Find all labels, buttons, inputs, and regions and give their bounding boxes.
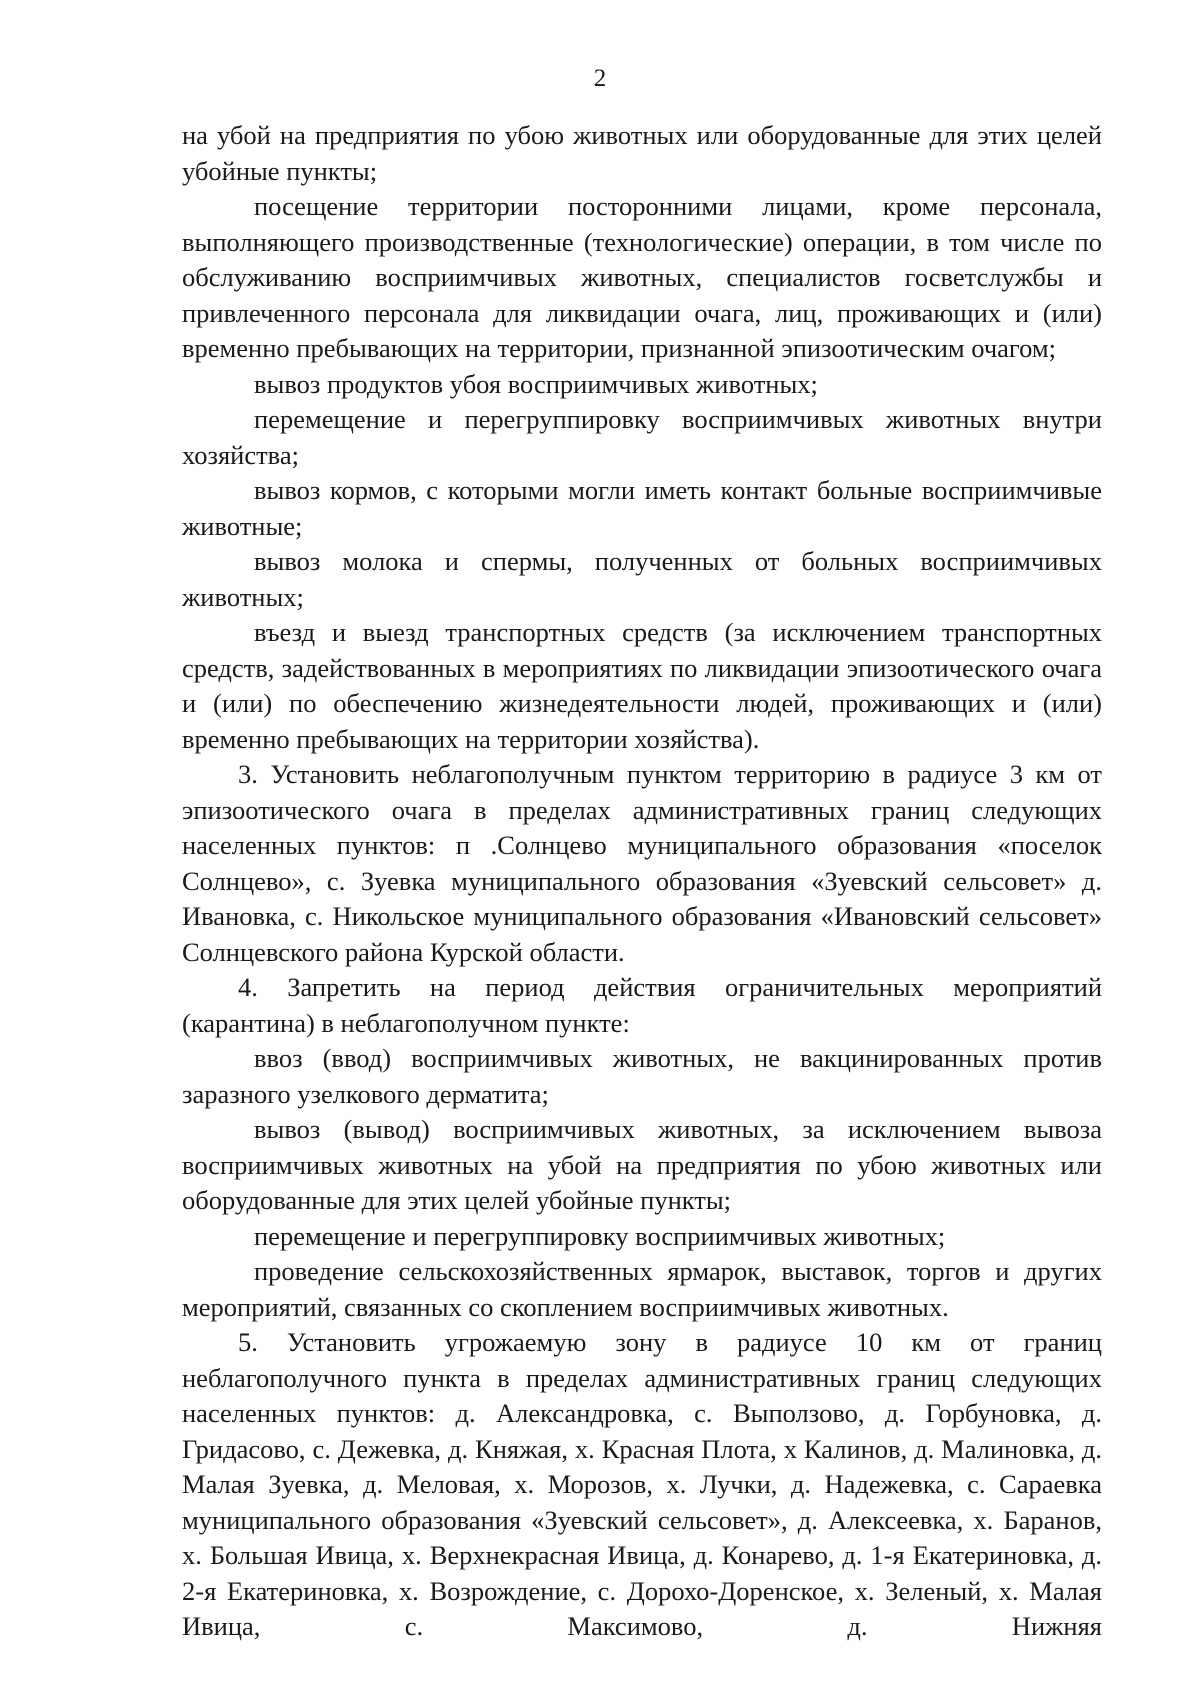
paragraph-item-3: 3. Установить неблагополучным пунктом территорию в радиусе 3 км от эпизоотического очага в пределах административных границ следующих населенных пунктов: п .Солнцево муниципального образования «поселок Солнцево», с. Зуевка муниципального образования «Зуевский сельсовет» д. Ивановка, с. Никольское муниципального образования «Ивановский сельсовет» Солнцевского района Курской области. [182, 759, 1102, 967]
paragraph-export-ban: вывоз (вывод) восприимчивых животных, за исключением вывоза восприимчивых животных на убой на предприятия по убою животных или оборудованные для этих целей убойные пункты; [182, 1114, 1102, 1215]
paragraph-continuation: на убой на предприятия по убою животных или оборудованные для этих целей убойные пункты; [182, 120, 1102, 186]
page-number: 2 [593, 65, 607, 92]
document-body [182, 118, 1102, 1645]
paragraph-feed-export: вывоз кормов, с которыми могли иметь контакт больные восприимчивые животные; [182, 475, 1102, 541]
paragraph-item-4: 4. Запретить на период действия ограничительных мероприятий (карантина) в неблагополучном пункте: [182, 972, 1102, 1038]
paragraph-import-ban: ввоз (ввод) восприимчивых животных, не вакцинированных против заразного узелкового дерматита; [182, 1043, 1102, 1109]
paragraph-regrouping: перемещение и перегруппировку восприимчивых животных внутри хозяйства; [182, 404, 1102, 470]
paragraph-vehicles: въезд и выезд транспортных средств (за исключением транспортных средств, задействованных в мероприятиях по ликвидации эпизоотического очага и (или) по обеспечению жизнедеятельности людей, проживающих и (или) временно пребывающих на территории хозяйства). [182, 617, 1102, 754]
paragraph-regrouping-ban: перемещение и перегруппировку восприимчивых животных; [254, 1220, 946, 1251]
paragraph-slaughter-products: вывоз продуктов убоя восприимчивых животных; [254, 368, 818, 399]
paragraph-item-5: 5. Установить угрожаемую зону в радиусе 10 км от границ неблагополучного пункта в пределах административных границ следующих населенных пунктов: д. Александровка, с. Выползово, д. Горбуновка, д. Гридасово, с. Дежевка, д. Княжая, х. Красная Плота, х Калинов, д. Малиновка, д. Малая Зуевка, д. Меловая, х. Морозов, х. Лучки, д. Надежевка, с. Сараевка муниципального образования «Зуевский сельсовет», д. Алексеевка, х. Баранов, х. Большая Ивица, х. Верхнекрасная Ивица, д. Конарево, д. 1-я Екатериновка, д. 2-я Екатериновка, х. Возрождение, с. Дорохо-Доренское, х. Зеленый, х. Малая Ивица, с. Максимово, д. Нижняя [182, 1327, 1102, 1641]
paragraph-milk-export: вывоз молока и спермы, полученных от больных восприимчивых животных; [182, 546, 1102, 612]
paragraph-fairs-ban: проведение сельскохозяйственных ярмарок, выставок, торгов и других мероприятий, связанных со скоплением восприимчивых животных. [182, 1256, 1102, 1322]
paragraph-visit-restriction: посещение территории посторонними лицами, кроме персонала, выполняющего производственные (технологические) операции, в том числе по обслуживанию восприимчивых животных, специалистов госветслужбы и привлеченного персонала для ликвидации очага, лиц, проживающих и (или) временно пребывающих на территории, признанной эпизоотическим очагом; [182, 191, 1102, 363]
